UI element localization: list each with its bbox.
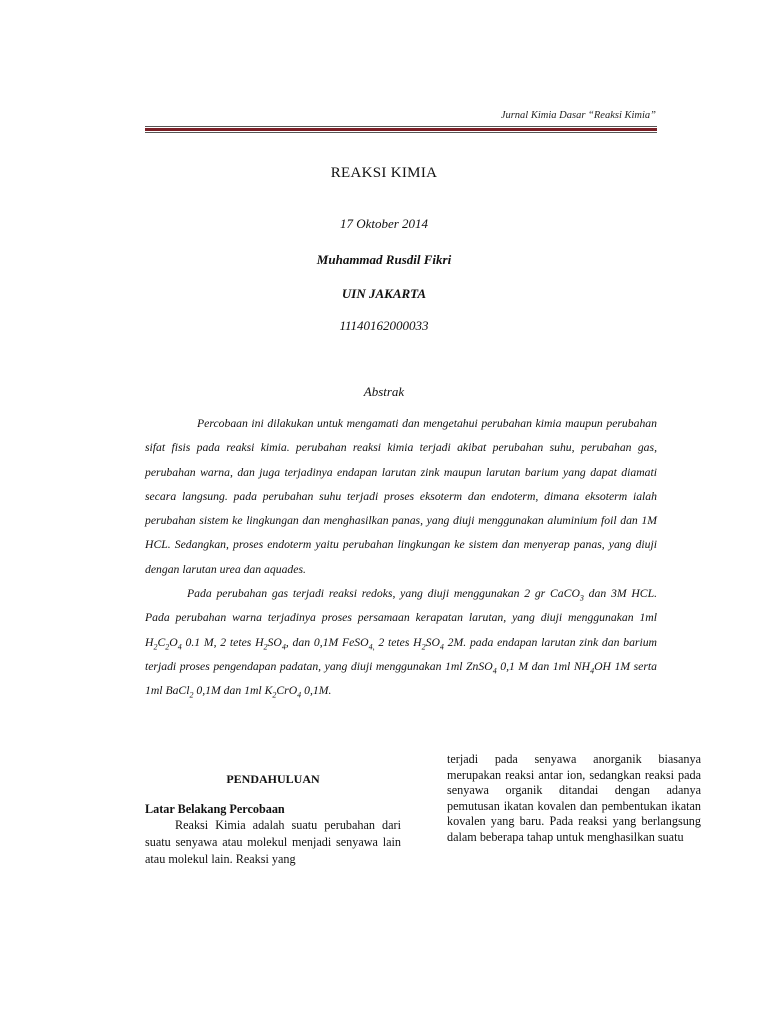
header-rule-top: [145, 126, 657, 127]
journal-running-header: Jurnal Kimia Dasar “Reaksi Kimia”: [500, 110, 656, 121]
left-column-text: Reaksi Kimia adalah suatu perubahan dari suatu senyawa atau molekul menjadi senyawa lain atau molekul lain. Reaksi yang: [145, 818, 401, 866]
paper-institution: UIN JAKARTA: [341, 286, 427, 301]
paper-title: REAKSI KIMIA: [330, 165, 438, 181]
right-column-text: terjadi pada senyawa anorganik biasanya merupakan reaksi antar ion, sedangkan reaksi pada senyawa organik ditandai dengan adanya pemutusan ikatan kovalen dan pembentukan ikatan kovalen yang baru. Pada reaksi yang berlangsung dalam beberapa tahap untuk menghasilkan suatu: [447, 752, 701, 844]
header-rule-thick: [145, 128, 657, 131]
abstract-body: [145, 412, 657, 704]
section-heading: PENDAHULUAN: [226, 772, 320, 786]
paper-author: Muhammad Rusdil Fikri: [316, 252, 452, 267]
abstract-paragraph-1: Percobaan ini dilakukan untuk mengamati dan mengetahui perubahan kimia maupun perubahan sifat fisis pada reaksi kimia. perubahan reaksi kimia terjadi akibat perubahan suhu, perubahan gas, perubahan warna, dan juga terjadinya endapan larutan zink maupun larutan barium yang dapat diamati secara langsung. pada perubahan suhu terjadi proses eksoterm dan endoterm, dimana eksoterm ialah perubahan sistem ke lingkungan dan menghasilkan panas, yang diuji menggunakan aluminium foil dan 1M HCL. Sedangkan, proses endoterm yaitu perubahan lingkungan ke sistem dan menyerap panas, yang diuji dengan larutan urea dan aquades.: [145, 417, 657, 576]
paper-date: 17 Oktober 2014: [339, 216, 429, 231]
student-id: 11140162000033: [339, 318, 429, 333]
left-column: [145, 772, 401, 868]
header-rule-bottom: [145, 132, 657, 133]
abstract-heading: Abstrak: [363, 384, 405, 399]
subsection-heading: Latar Belakang Percobaan: [145, 802, 285, 816]
abstract-paragraph-2: Pada perubahan gas terjadi reaksi redoks, yang diuji menggunakan 2 gr CaCO$_3$ dan 3M HCL. Pada perubahan warna terjadinya proses persamaan kerapatan larutan, yang diuji menggunakan 1ml $H_2C_2O_4$ 0.1 M, 2 tetes $H_2SO_4$, dan 0,1M FeSO$_{4,}$ 2 tetes $H_2SO_4$ 2M. pada endapan larutan zink dan barium terjadi proses pengendapan padatan, yang diuji menggunakan 1ml ZnSO$_4$ 0,1 M dan 1ml $NH_4OH$ 1M serta 1ml BaCl$_2$ 0,1M dan 1ml $K_2CrO_4$ 0,1M.: [145, 587, 657, 700]
